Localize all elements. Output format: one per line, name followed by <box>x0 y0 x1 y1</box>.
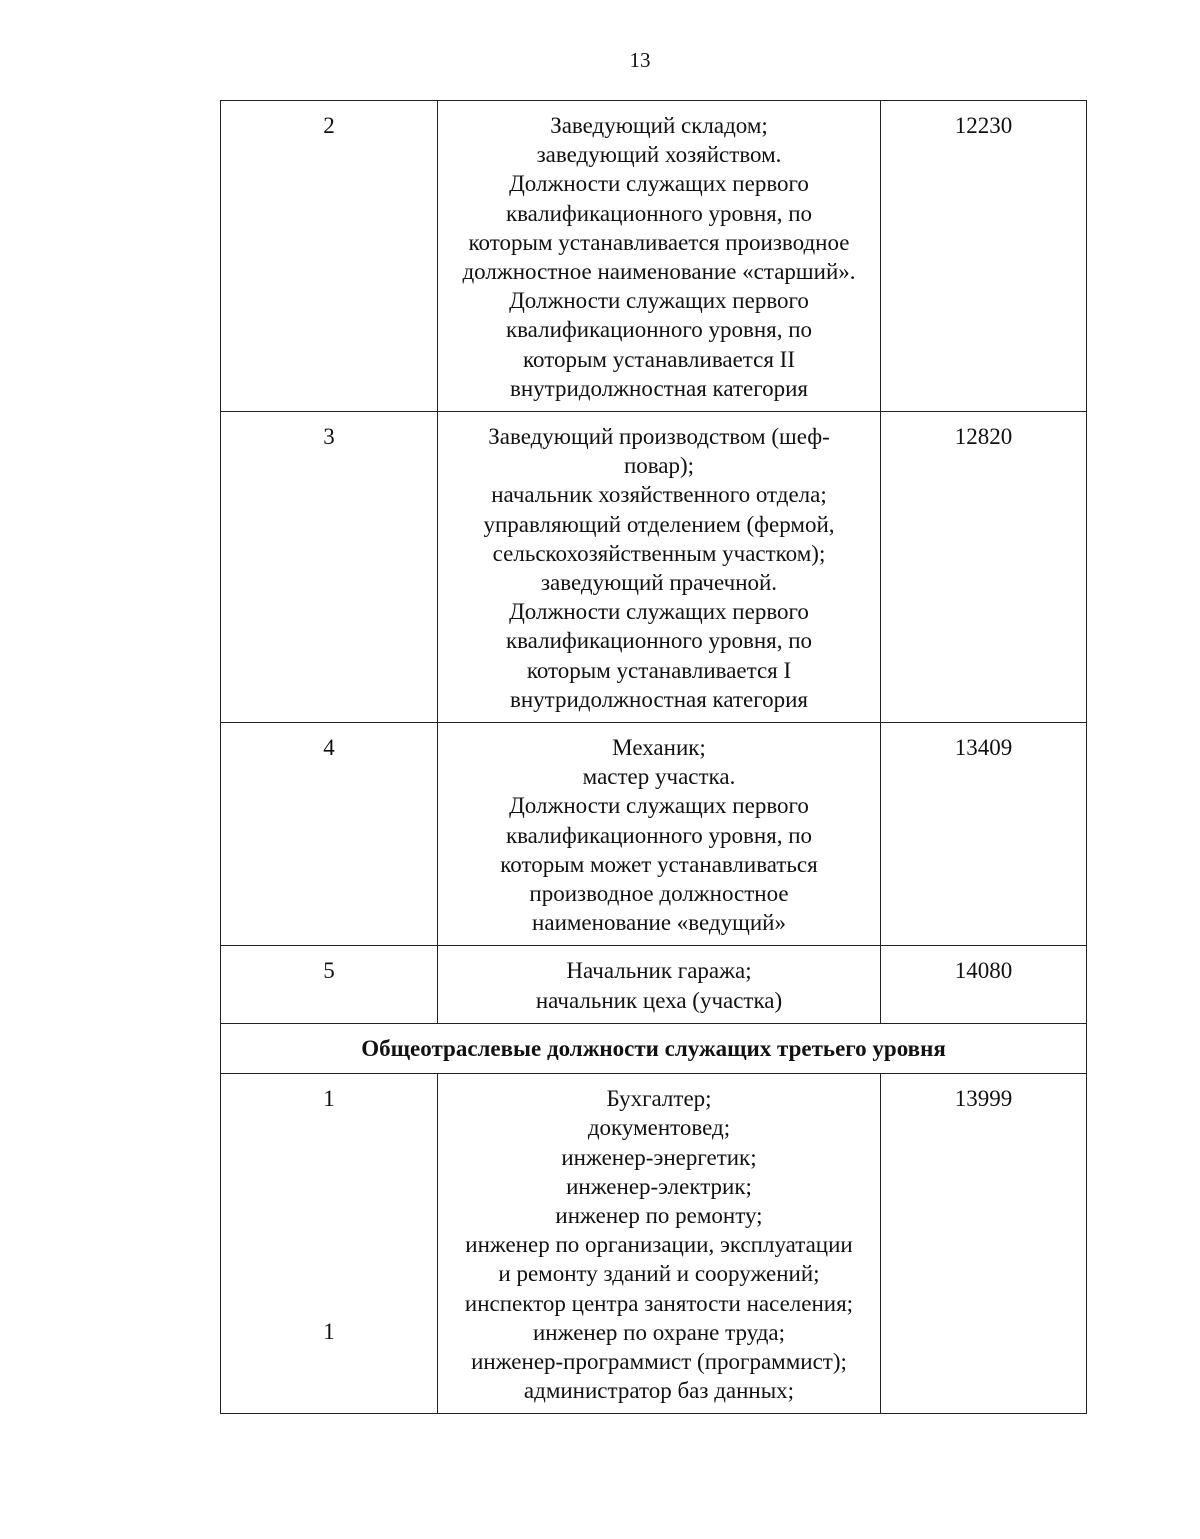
position-line: заведующий прачечной. <box>540 570 778 596</box>
salary-code: 12820 <box>881 412 1087 723</box>
table-section <box>221 1023 1087 1413</box>
row-number: 5 <box>221 946 438 1023</box>
position-line: которым может устанавливаться <box>500 851 818 877</box>
section-heading-row <box>221 1023 1087 1073</box>
position-line: квалификационного уровня, по <box>505 628 813 654</box>
position-line: сельскохозяйственным участком); <box>492 540 826 566</box>
page-number: 13 <box>629 48 651 72</box>
position-line: квалификационного уровня, по <box>505 822 813 848</box>
salary-code: 12230 <box>881 101 1087 412</box>
table-body-upper <box>221 101 1087 1024</box>
position-line: наименование «ведущий» <box>532 910 786 936</box>
position-line: которым устанавливается производное <box>468 229 850 255</box>
row-number: 1 <box>323 1086 335 1112</box>
table-row <box>221 412 1087 723</box>
positions-cell <box>438 946 881 1023</box>
position-line: которым устанавливается II <box>523 346 795 372</box>
position-line: Механик; <box>612 735 706 761</box>
position-line: должностное наименование «старший». <box>462 259 856 285</box>
row-number: 4 <box>221 723 438 946</box>
positions-cell <box>438 1074 881 1414</box>
position-line: производное должностное <box>529 881 789 907</box>
position-line: инженер по организации, эксплуатации <box>465 1232 853 1258</box>
position-line: Бухгалтер; <box>606 1086 712 1112</box>
position-line: управляющий отделением (фермой, <box>483 511 835 537</box>
positions-cell <box>438 412 881 723</box>
positions-cell <box>438 723 881 946</box>
position-line: Заведующий производством (шеф- <box>488 424 830 450</box>
salary-table <box>220 100 1087 1414</box>
position-line: инженер-энергетик; <box>561 1144 757 1170</box>
salary-code: 14080 <box>881 946 1087 1023</box>
table-row <box>221 946 1087 1023</box>
positions-cell <box>438 101 881 412</box>
row-number: 2 <box>221 101 438 412</box>
position-line: инспектор центра занятости населения; <box>464 1290 854 1316</box>
table-row <box>221 1074 1087 1414</box>
position-line: квалификационного уровня, по <box>505 200 813 226</box>
position-line: внутридолжностная категория <box>509 375 808 401</box>
position-line: инженер по охране труда; <box>532 1319 786 1345</box>
position-line: заведующий хозяйством. <box>536 142 782 168</box>
position-line: и ремонту зданий и сооружений; <box>498 1261 820 1287</box>
position-line: которым устанавливается I <box>526 657 792 683</box>
salary-code: 13409 <box>881 723 1087 946</box>
row-number-repeat: 1 <box>323 1319 335 1345</box>
position-line: Заведующий складом; <box>550 113 768 138</box>
position-line: внутридолжностная категория <box>509 686 808 712</box>
position-line: начальник хозяйственного отдела; <box>491 482 827 508</box>
position-line: начальник цеха (участка) <box>535 987 783 1013</box>
position-line: документовед; <box>587 1115 731 1141</box>
row-number: 3 <box>221 412 438 723</box>
position-line: Должности служащих первого <box>509 171 809 197</box>
position-line: Должности служащих первого <box>509 793 809 819</box>
table-row <box>221 723 1087 946</box>
position-line: мастер участка. <box>582 764 736 790</box>
position-line: администратор баз данных; <box>523 1378 795 1404</box>
position-line: повар); <box>623 453 695 479</box>
position-line: инженер по ремонту; <box>555 1202 763 1228</box>
table-row <box>221 101 1087 412</box>
position-line: Должности служащих первого <box>509 288 809 314</box>
row-number-cell <box>221 1074 438 1414</box>
section-heading: Общеотраслевые должности служащих третьего уровня <box>221 1023 1087 1073</box>
position-line: Начальник гаража; <box>566 958 752 984</box>
position-line: инженер-программист (программист); <box>471 1348 847 1374</box>
position-line: инженер-электрик; <box>566 1173 752 1199</box>
position-line: Должности служащих первого <box>509 599 809 625</box>
position-line: квалификационного уровня, по <box>505 317 813 343</box>
salary-code-cell: 13999 <box>881 1074 1087 1414</box>
